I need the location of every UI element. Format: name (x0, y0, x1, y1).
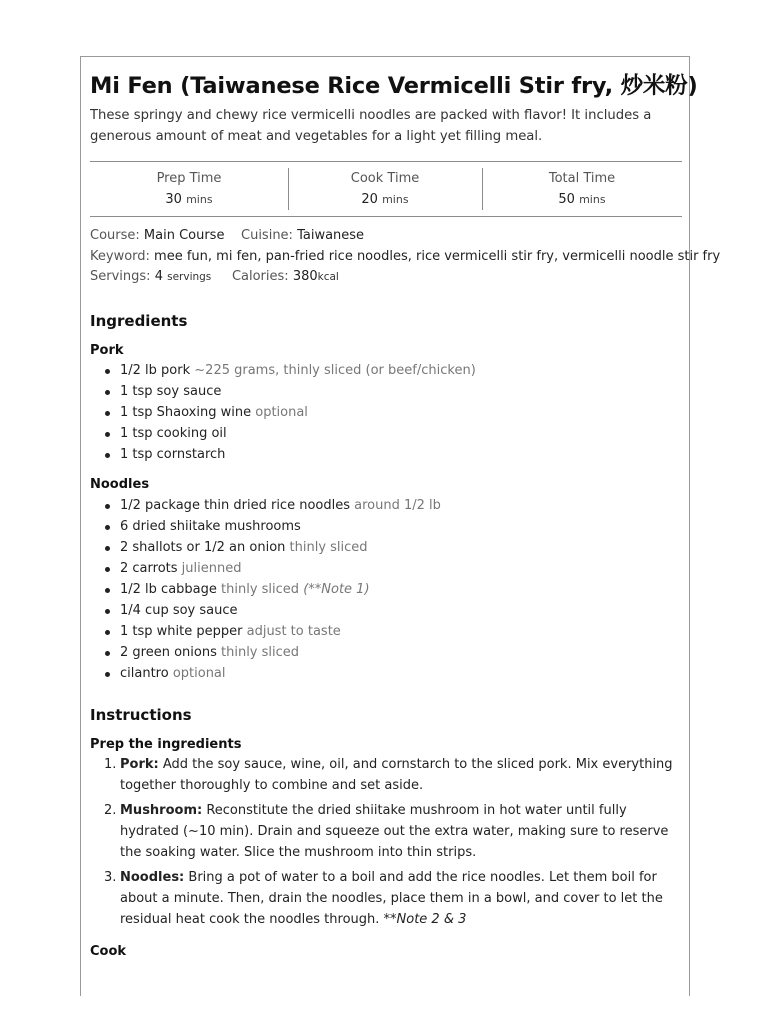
ingredient-item: 1/2 package thin dried rice noodles around 1/2 lb (90, 495, 441, 516)
ingredient-item: 1/4 cup soy sauce (90, 600, 441, 621)
ingredient-item: 2 green onions thinly sliced (90, 642, 441, 663)
ingredient-group-noodles: Noodles (90, 477, 150, 492)
ingredient-list-pork (90, 360, 476, 465)
recipe-summary: These springy and chewy rice vermicelli noodles are packed with flavor! It includes a generous amount of meat and vegetables for a light yet filling meal. (90, 108, 652, 144)
instruction-step: 1. Pork: Add the soy sauce, wine, oil, and cornstarch to the sliced pork. Mix everything together thoroughly to combine and set aside. (104, 757, 673, 793)
instruction-list-prep (90, 754, 682, 934)
recipe-card (80, 56, 721, 996)
keyword-value: mee fun, mi fen, pan-fried rice noodles, rice vermicelli stir fry, vermicelli noodle stir fry (154, 249, 721, 264)
cuisine-value: Taiwanese (297, 228, 365, 243)
prep-time-value: 30 mins (165, 192, 213, 207)
ingredient-item: 2 carrots julienned (90, 558, 441, 579)
cook-time-value: 20 mins (361, 192, 409, 207)
prep-time (90, 162, 288, 216)
ingredient-item: 1 tsp cooking oil (90, 423, 476, 444)
ingredient-group-pork: Pork (90, 343, 124, 358)
instructions-heading: Instructions (90, 706, 192, 724)
recipe-times (90, 161, 682, 217)
ingredients-heading: Ingredients (90, 312, 188, 330)
keyword-line: Keyword: mee fun, mi fen, pan-fried rice noodles, rice vermicelli stir fry, vermicelli noodle stir fry (90, 249, 721, 264)
recipe-title: Mi Fen (Taiwanese Rice Vermicelli Stir fry, 炒米粉) (90, 73, 698, 99)
instruction-group-prep: Prep the ingredients (90, 737, 242, 752)
course-cuisine-line: Course: Main Course Cuisine: Taiwanese (90, 228, 365, 243)
instruction-step: 3. Noodles: Bring a pot of water to a boil and add the rice noodles. Let them boil for about a minute. Then, drain the noodles, place them in a bowl, and cover to let the residual heat cook the noodles through. **Note 2 & 3 (104, 870, 663, 927)
prep-time-label: Prep Time (156, 171, 222, 186)
instruction-group-cook: Cook (90, 944, 127, 959)
ingredient-item: 1/2 lb cabbage thinly sliced (**Note 1) (90, 579, 441, 600)
ingredient-item: 6 dried shiitake mushrooms (90, 516, 441, 537)
ingredient-item: 2 shallots or 1/2 an onion thinly sliced (90, 537, 441, 558)
ingredient-list-noodles (90, 495, 441, 684)
course-value: Main Course (143, 228, 225, 243)
ingredient-item: 1 tsp cornstarch (90, 444, 476, 465)
total-time (482, 162, 682, 216)
servings-calories-line: Servings: 4 servings Calories: 380kcal (90, 269, 339, 284)
total-time-value: 50 mins (558, 192, 606, 207)
ingredient-item: 1 tsp soy sauce (90, 381, 476, 402)
instruction-step: 2. Mushroom: Reconstitute the dried shiitake mushroom in hot water until fully hydrated (~10 min). Drain and squeeze out the extra water, making sure to reserve the soaking water. Slice the mushroom into thin strips. (104, 803, 669, 860)
calories-value: 380 (292, 269, 318, 284)
ingredient-item: cilantro optional (90, 663, 441, 684)
servings-value[interactable]: 4 (154, 269, 163, 284)
ingredient-item: 1 tsp Shaoxing wine optional (90, 402, 476, 423)
total-time-label: Total Time (548, 171, 616, 186)
ingredient-item: 1 tsp white pepper adjust to taste (90, 621, 441, 642)
cook-time-label: Cook Time (350, 171, 420, 186)
ingredient-item: 1/2 lb pork ~225 grams, thinly sliced (or beef/chicken) (90, 360, 476, 381)
cook-time (288, 162, 482, 216)
